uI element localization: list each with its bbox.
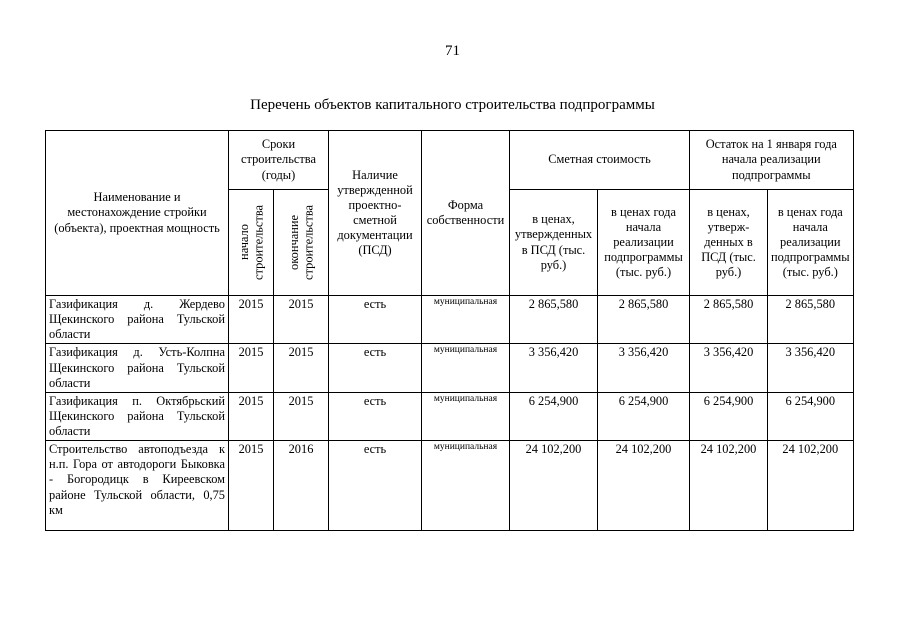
row-cost-psd: 2 865,580: [510, 296, 598, 344]
row-psd: есть: [329, 441, 422, 531]
row-name: Строительство автоподъезда к н.п. Гора от автодороги Быковка - Богородицк в Киреевском районе Тульской области, 0,75 км: [46, 441, 229, 531]
header-balance-current: в ценах года начала реализации подпрограммы (тыс. руб.): [768, 190, 854, 296]
row-cost-psd: 3 356,420: [510, 344, 598, 392]
header-terms-start: начало строительства: [236, 205, 265, 280]
header-cost-current: в ценах года начала реализации подпрограммы (тыс. руб.): [598, 190, 690, 296]
row-start: 2015: [229, 441, 274, 531]
row-ownership: муниципальная: [422, 392, 510, 440]
table-row: [46, 441, 854, 531]
row-end: 2015: [274, 344, 329, 392]
row-cost-current: 3 356,420: [598, 344, 690, 392]
table-row: [46, 344, 854, 392]
page-number: 71: [445, 43, 460, 59]
row-balance-psd: 3 356,420: [690, 344, 768, 392]
row-start: 2015: [229, 392, 274, 440]
capital-objects-table: [45, 130, 854, 531]
table-row: [46, 296, 854, 344]
row-name: Газификация д. Жердево Щекинского района Тульской области: [46, 296, 229, 344]
page-title: Перечень объектов капитального строительства подпрограммы: [250, 97, 655, 113]
row-name: Газификация п. Октябрьский Щекинского района Тульской области: [46, 392, 229, 440]
header-ownership: Форма собственности: [422, 131, 510, 296]
table-row: [46, 392, 854, 440]
row-cost-current: 2 865,580: [598, 296, 690, 344]
row-ownership: муниципальная: [422, 344, 510, 392]
row-name: Газификация д. Усть-Колпна Щекинского района Тульской области: [46, 344, 229, 392]
header-psd: Наличие утвержденной проектно-сметной документации (ПСД): [329, 131, 422, 296]
row-balance-current: 24 102,200: [768, 441, 854, 531]
row-start: 2015: [229, 296, 274, 344]
row-psd: есть: [329, 296, 422, 344]
row-cost-current: 24 102,200: [598, 441, 690, 531]
row-ownership: муниципальная: [422, 296, 510, 344]
row-end: 2016: [274, 441, 329, 531]
row-cost-current: 6 254,900: [598, 392, 690, 440]
header-balance-psd: в ценах, утверж-денных в ПСД (тыс. руб.): [690, 190, 768, 296]
row-balance-current: 2 865,580: [768, 296, 854, 344]
header-balance: Остаток на 1 января года начала реализации подпрограммы: [690, 131, 854, 190]
header-terms-end-cell: [274, 190, 329, 296]
row-start: 2015: [229, 344, 274, 392]
row-cost-psd: 6 254,900: [510, 392, 598, 440]
row-balance-current: 3 356,420: [768, 344, 854, 392]
row-cost-psd: 24 102,200: [510, 441, 598, 531]
row-psd: есть: [329, 392, 422, 440]
row-balance-current: 6 254,900: [768, 392, 854, 440]
header-name: Наименование и местонахождение стройки (объекта), проектная мощность: [46, 131, 229, 296]
row-end: 2015: [274, 392, 329, 440]
header-terms-end: окончание строительства: [286, 205, 315, 280]
header-cost: Сметная стоимость: [510, 131, 690, 190]
row-balance-psd: 2 865,580: [690, 296, 768, 344]
row-balance-psd: 24 102,200: [690, 441, 768, 531]
row-psd: есть: [329, 344, 422, 392]
header-cost-psd: в ценах, утвержденных в ПСД (тыс. руб.): [510, 190, 598, 296]
header-terms: Сроки строительства (годы): [229, 131, 329, 190]
row-ownership: муниципальная: [422, 441, 510, 531]
header-terms-start-cell: [229, 190, 274, 296]
row-end: 2015: [274, 296, 329, 344]
row-balance-psd: 6 254,900: [690, 392, 768, 440]
